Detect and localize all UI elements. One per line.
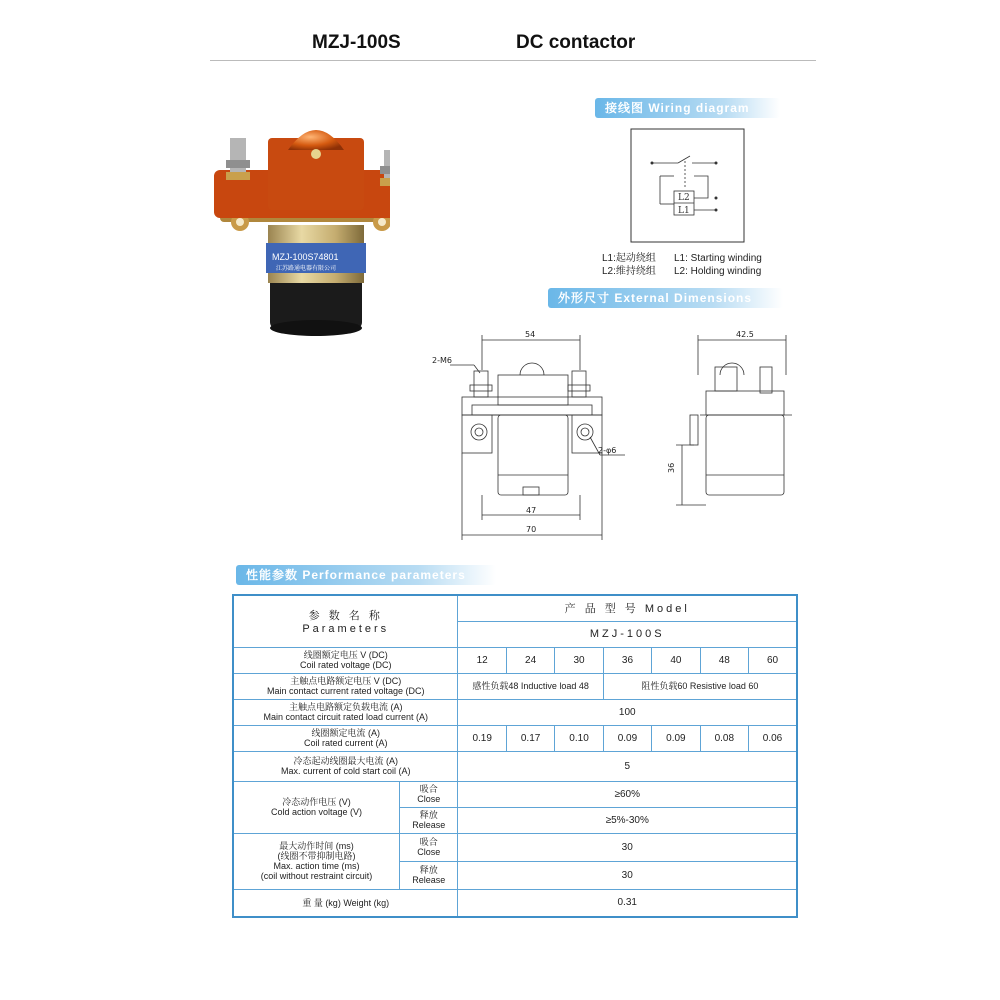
main-voltage-inductive: 感性负载48 Inductive load 48 bbox=[458, 673, 603, 699]
cold-action-en: Cold action voltage (V) bbox=[270, 807, 362, 817]
main-voltage-en: Main contact current rated voltage (DC) bbox=[266, 686, 425, 696]
product-label-maker: 江苏路通电器有限公司 bbox=[276, 265, 337, 272]
table-row bbox=[233, 781, 797, 807]
coil-current-value: 0.08 bbox=[700, 725, 748, 751]
legend-l2-en: L2: Holding winding bbox=[674, 266, 762, 277]
action-time-cn2: (线圈不带抑制电路) bbox=[277, 851, 356, 861]
coil-current-value: 0.09 bbox=[603, 725, 651, 751]
coil-voltage-value: 40 bbox=[652, 647, 700, 673]
table-row bbox=[233, 751, 797, 781]
action-time-cn1: 最大动作时间 (ms) bbox=[279, 841, 354, 851]
main-voltage-resistive: 阻性负载60 Resistive load 60 bbox=[603, 673, 797, 699]
product-title: DC contactor bbox=[516, 32, 636, 53]
coil-current-value: 0.06 bbox=[749, 725, 797, 751]
main-voltage-cn: 主触点电路额定电压 V (DC) bbox=[290, 676, 402, 686]
action-time-release-value: 30 bbox=[458, 861, 797, 889]
row-cold-start-label bbox=[233, 751, 458, 781]
action-time-release-label bbox=[399, 861, 458, 889]
cold-action-close-label bbox=[399, 781, 458, 807]
param-header-en: Parameters bbox=[302, 623, 390, 636]
coil-voltage-cn: 线圈额定电压 V (DC) bbox=[303, 650, 388, 660]
cold-action-release-value: ≥5%-30% bbox=[458, 807, 797, 833]
coil-current-value: 0.09 bbox=[652, 725, 700, 751]
legend-l1-cn: L1:起动绕组 bbox=[602, 253, 656, 264]
table-row bbox=[233, 595, 797, 621]
dim-front-hole: 2-φ6 bbox=[598, 446, 617, 455]
wiring-legend bbox=[602, 252, 762, 278]
dim-side-top: 42.5 bbox=[736, 330, 754, 339]
action-time-release-en: Release bbox=[412, 875, 446, 885]
legend-l1-en: L1: Starting winding bbox=[674, 253, 762, 264]
row-cold-action-label bbox=[233, 781, 399, 833]
coil-voltage-en: Coil rated voltage (DC) bbox=[299, 660, 392, 670]
cold-action-release-label bbox=[399, 807, 458, 833]
coil-current-en: Coil rated current (A) bbox=[303, 738, 388, 748]
wiring-diagram bbox=[630, 128, 745, 243]
coil-current-cn: 线圈额定电流 (A) bbox=[311, 728, 380, 738]
performance-banner: 性能参数 Performance parameters bbox=[236, 565, 496, 585]
cold-action-close-cn: 吸合 bbox=[419, 784, 438, 794]
action-time-close-label bbox=[399, 833, 458, 861]
wiring-banner: 接线图 Wiring diagram bbox=[595, 98, 780, 118]
coil-current-value: 0.17 bbox=[506, 725, 554, 751]
main-current-cn: 主触点电路额定负载电流 (A) bbox=[288, 702, 403, 712]
table-row bbox=[233, 833, 797, 861]
dim-side-height: 36 bbox=[667, 462, 676, 473]
main-current-value: 100 bbox=[458, 699, 797, 725]
cold-action-close-value: ≥60% bbox=[458, 781, 797, 807]
param-header-cn: 参 数 名 称 bbox=[308, 610, 383, 623]
model-value: MZJ-100S bbox=[458, 621, 797, 647]
cold-start-cn: 冷态起动线圈最大电流 (A) bbox=[293, 756, 398, 766]
weight-label: 重 量 (kg) Weight (kg) bbox=[233, 889, 458, 917]
coil-voltage-value: 36 bbox=[603, 647, 651, 673]
performance-table bbox=[232, 594, 798, 918]
coil-voltage-value: 30 bbox=[555, 647, 603, 673]
side-view-drawing bbox=[660, 325, 800, 525]
header-divider bbox=[210, 60, 816, 61]
table-row bbox=[233, 699, 797, 725]
dim-front-top: 54 bbox=[525, 330, 536, 339]
coil-current-value: 0.19 bbox=[458, 725, 506, 751]
param-header-cell bbox=[233, 595, 458, 647]
coil-voltage-value: 48 bbox=[700, 647, 748, 673]
row-main-voltage-label bbox=[233, 673, 458, 699]
weight-value: 0.31 bbox=[458, 889, 797, 917]
coil-voltage-value: 60 bbox=[749, 647, 797, 673]
product-label-model: MZJ-100S74801 bbox=[272, 252, 339, 262]
coil-voltage-value: 12 bbox=[458, 647, 506, 673]
coil-current-value: 0.10 bbox=[555, 725, 603, 751]
row-action-time-label bbox=[233, 833, 399, 889]
row-coil-voltage-label bbox=[233, 647, 458, 673]
model-title: MZJ-100S bbox=[312, 32, 401, 53]
wiring-box-l2: L2 bbox=[678, 193, 690, 203]
dim-front-overall: 70 bbox=[526, 525, 537, 534]
cold-action-close-en: Close bbox=[417, 794, 441, 804]
dim-front-inner: 47 bbox=[526, 506, 537, 515]
wiring-box-l1: L1 bbox=[678, 206, 690, 216]
cold-action-release-en: Release bbox=[412, 820, 446, 830]
row-coil-current-label bbox=[233, 725, 458, 751]
cold-start-value: 5 bbox=[458, 751, 797, 781]
action-time-en2: (coil without restraint circuit) bbox=[260, 871, 373, 881]
model-header: 产 品 型 号 Model bbox=[458, 595, 797, 621]
dim-front-screw: 2-M6 bbox=[432, 356, 452, 365]
action-time-close-value: 30 bbox=[458, 833, 797, 861]
main-current-en: Main contact circuit rated load current (A) bbox=[263, 712, 429, 722]
cold-action-cn: 冷态动作电压 (V) bbox=[282, 797, 351, 807]
cold-action-release-cn: 释放 bbox=[419, 810, 438, 820]
dimensions-banner: 外形尺寸 External Dimensions bbox=[548, 288, 783, 308]
table-row bbox=[233, 725, 797, 751]
front-view-drawing bbox=[430, 325, 640, 545]
action-time-close-cn: 吸合 bbox=[419, 837, 438, 847]
action-time-release-cn: 释放 bbox=[419, 865, 438, 875]
table-row bbox=[233, 647, 797, 673]
product-photo bbox=[210, 110, 390, 340]
coil-voltage-value: 24 bbox=[506, 647, 554, 673]
action-time-en1: Max. action time (ms) bbox=[273, 861, 360, 871]
table-row bbox=[233, 673, 797, 699]
cold-start-en: Max. current of cold start coil (A) bbox=[280, 766, 411, 776]
legend-l2-cn: L2:维持绕组 bbox=[602, 266, 656, 277]
table-row bbox=[233, 889, 797, 917]
row-main-current-label bbox=[233, 699, 458, 725]
action-time-close-en: Close bbox=[417, 847, 441, 857]
